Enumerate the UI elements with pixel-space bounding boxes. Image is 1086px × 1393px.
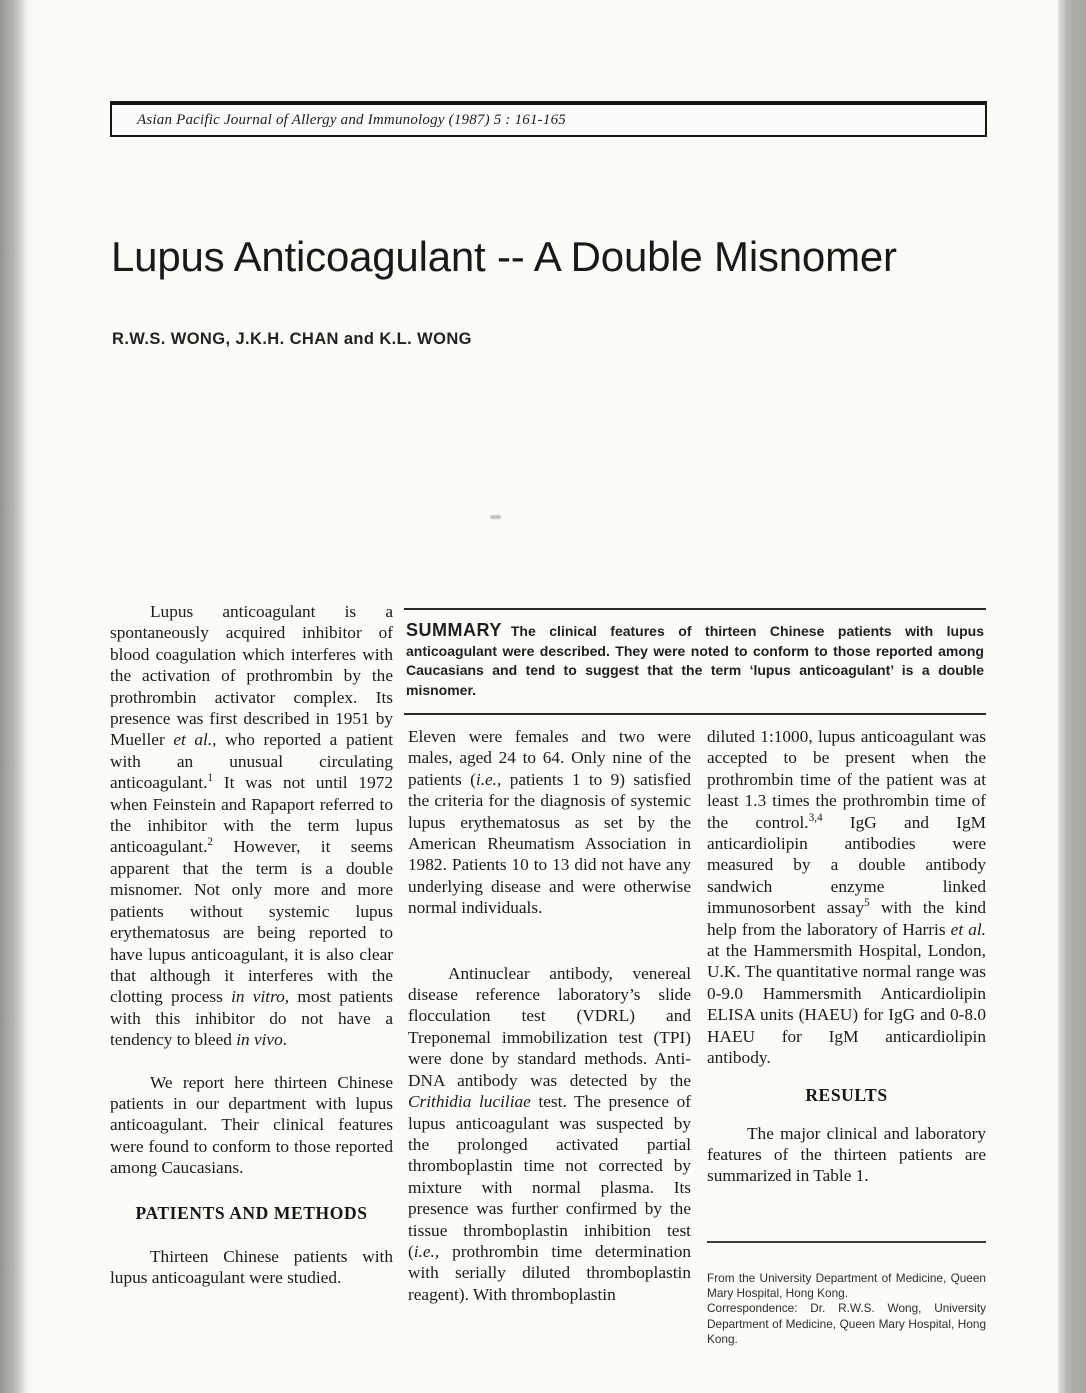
paper-authors: R.W.S. WONG, J.K.H. CHAN and K.L. WONG: [112, 330, 472, 348]
scan-left-edge-shadow: [0, 0, 30, 1393]
footnote-correspondence: Correspondence: Dr. R.W.S. Wong, University Department of Medicine, Queen Mary Hospital, Hong Kong.: [707, 1301, 986, 1346]
footnote-block: [707, 1241, 986, 1347]
summary-text: [406, 621, 984, 700]
journal-citation: Asian Pacific Journal of Allergy and Immunology (1987) 5 : 161-165: [137, 111, 566, 128]
summary-body: The clinical features of thirteen Chinese patients with lupus anticoagulant were described. They were noted to conform to those reported among Caucasians and tend to suggest that the term ‘lupus anticoagulant’ is a double misnomer.: [406, 623, 984, 698]
scan-ink-speck: [490, 515, 501, 519]
scan-right-edge-shadow: [1058, 0, 1086, 1393]
methods-paragraph-1: Thirteen Chinese patients with lupus anticoagulant were studied.: [110, 1246, 393, 1287]
journal-citation-box: [110, 101, 987, 137]
methods-paragraph-2: Eleven were females and two were males, aged 24 to 64. Only nine of the patients (i.e., patients 1 to 9) satisfied the criteria for the diagnosis of systemic lupus erythematosus as set by the American Rheumatism Association in 1982. Patients 10 to 13 did not have any underlying disease and were otherwise normal individuals.: [408, 727, 692, 918]
intro-paragraph-2: We report here thirteen Chinese patients in our department with lupus anticoagulant. Their clinical features were found to conform to those reported among Caucasians.: [110, 1072, 393, 1178]
summary-label: SUMMARY: [406, 620, 502, 640]
section-heading-patients-and-methods: PATIENTS AND METHODS: [135, 1202, 368, 1223]
paper-title: Lupus Anticoagulant -- A Double Misnomer: [111, 233, 897, 280]
footnote-affiliation: From the University Department of Medicine, Queen Mary Hospital, Hong Kong.: [707, 1271, 986, 1301]
summary-box: [404, 608, 986, 715]
results-paragraph-1: The major clinical and laboratory features of the thirteen patients are summarized in Table 1.: [707, 1123, 986, 1186]
methods-paragraph-3: Antinuclear antibody, venereal disease reference laboratory’s slide flocculation test (VDRL) and Treponemal immobilization test (TPI) were done by standard methods. Anti-DNA antibody was detected by the Crithidia luciliae test. The presence of lupus anticoagulant was suspected by the prolonged activated partial thromboplastin time not corrected by mixture with normal plasma. Its presence was further confirmed by the tissue thromboplastin inhibition test (i.e., prothrombin time determination with serially diluted thromboplastin reagent). With thromboplastin: [408, 963, 691, 1304]
column-left: [110, 601, 393, 1288]
column-right: [707, 726, 986, 1187]
column-middle: [408, 726, 691, 1305]
intro-paragraph-1: Lupus anticoagulant is a spontaneously acquired inhibitor of blood coagulation which interferes with the activation of prothrombin by the prothrombin activator complex. Its presence was first described in 1951 by Mueller et al., who reported a patient with an unusual circulating anticoagulant.$^1$ It was not until 1972 when Feinstein and Rapaport referred to the inhibitor with the term lupus anticoagulant.$^2$ However, it seems apparent that the term is a double misnomer. Not only more and more patients without systemic lupus erythematosus are being reported to have lupus anticoagulant, it is also clear that although it interferes with the clotting process in vitro, most patients with this inhibitor do not have a tendency to bleed in vivo.: [110, 602, 393, 1050]
methods-paragraph-4: diluted 1:1000, lupus anticoagulant was accepted to be present when the prothrombin time of the patient was at least 1.3 times the prothrombin time of the control.$^{3,4}$ IgG and IgM anticardiolipin antibodies were measured by a double antibody sandwich enzyme linked immunosorbent assay$^5$ with the kind help from the laboratory of Harris et al. at the Hammersmith Hospital, London, U.K. The quantitative normal range was 0-9.0 Hammersmith Anticardiolipin ELISA units (HAEU) for IgG and 0-8.0 HAEU for IgM anticardiolipin antibody.: [707, 727, 986, 1068]
section-heading-results: RESULTS: [805, 1084, 888, 1105]
